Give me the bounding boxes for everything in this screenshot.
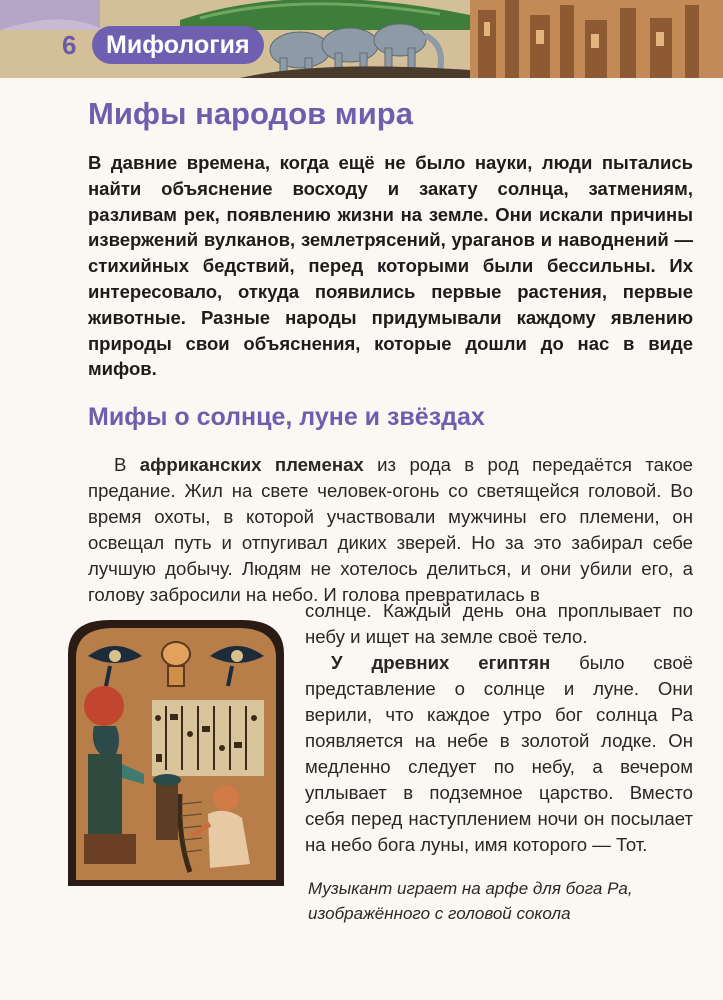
p2-bold: У древних египтян bbox=[331, 652, 551, 673]
p1-start: В bbox=[114, 454, 127, 475]
paragraph-african-myth-continued: солнце. Каждый день она проплывает по небу и ищет на земле своё тело. bbox=[305, 600, 693, 647]
p1-bold: африканских племенах bbox=[139, 454, 364, 475]
section-subtitle: Мифы о солнце, луне и звёздах bbox=[88, 403, 485, 431]
lead-paragraph: В давние времена, когда ещё не было науки, люди пытались найти объяснение восходу и закату солнца, затмениям, разливам рек, появлению жизни на земле. Они искали причины извержений вулканов, землетрясений, ураганов и наводнений — стихийных бедствий, перед которыми были бессильны. Их интересовало, откуда появились первые растения, первые животные. Разные народы придумывали каждому явлению природы свои объяснения, которые дошли до нас в виде мифов. bbox=[88, 152, 693, 380]
paragraph-egyptian-myth bbox=[305, 650, 693, 858]
page-title: Мифы народов мира bbox=[88, 96, 413, 131]
egyptian-stele-illustration bbox=[60, 614, 292, 886]
p1-text: из рода в род передаётся такое предание. Жил на свете человек-огонь со светящейся головой. Во время охоты, в которой участвовали мужчины его племени, он освещал путь и отпугивал диких зверей. Но за это забирал себе лучшую добычу. Людям не хотелось делиться, и они убили его, а голову забросили на небо. И голова превратилась в bbox=[88, 454, 694, 605]
paragraph-african-myth bbox=[88, 452, 693, 608]
p2-text: было своё представление о солнце и луне. Они верили, что каждое утро бог солнца Ра появляется на небе в золотой лодке. Он медленно следует по небу, а вечером уплывает в подземное царство. Вместо себя перед наступлением ночи он посылает на небо бога луны, имя которого — Тот. bbox=[305, 652, 693, 855]
image-caption: Музыкант играет на арфе для бога Ра, изображённого с головой сокола bbox=[308, 879, 633, 923]
section-label: Мифология bbox=[92, 26, 264, 64]
page-number: 6 bbox=[62, 30, 77, 60]
